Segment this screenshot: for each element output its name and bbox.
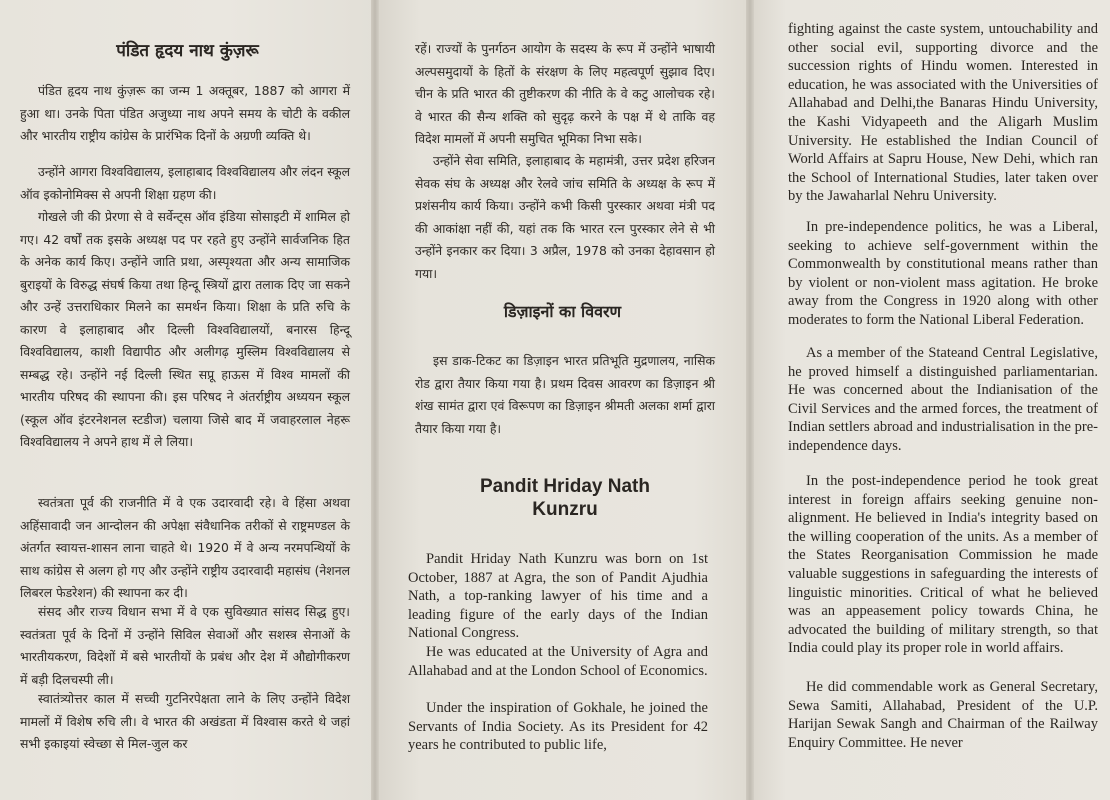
english-column-right (750, 0, 1110, 800)
hindi-paragraph-4: स्वतंत्रता पूर्व की राजनीति में वे एक उदारवादी रहे। वे हिंसा अथवा अहिंसावादी जन आन्दोलन की अपेक्षा संवैधानिक तरीकों से राष्ट्रमण्डल के अंतर्गत स्वायत्त-शासन लाना चाहते थे। 1920 में वे अन्य नरमपन्थियों के साथ कांग्रेस से अलग हो गए और उन्होंने राष्ट्रीय उदारवादी महासंघ (नेशनल लिबरल फेडरेशन) की स्थापना कर दी। (20, 495, 350, 600)
english-paragraph-8: He did commendable work as General Secretary, Sewa Samiti, Allahabad, President of the U.P. Harijan Sewak Sangh and Chairman of the Railway Enquiry Committee. He never (788, 679, 1098, 751)
page-fold-left (371, 0, 379, 800)
english-paragraph-2: He was educated at the University of Agra and Allahabad and at the London School of Economics. (408, 644, 708, 679)
hindi-paragraph-1: पंडित हृदय नाथ कुंज़रू का जन्म 1 अक्तूबर, 1887 को आगरा में हुआ था। उनके पिता पंडित अजुध्या नाथ अपने समय के चोटी के वकील और भारतीय राष्ट्रीय कांग्रेस के प्रारंभिक दिनों के अग्रणी व्यक्ति थे। (20, 83, 350, 143)
hindi-paragraph-7: रहें। राज्यों के पुनर्गठन आयोग के सदस्य के रूप में उन्होंने भाषायी अल्पसमुदायों के हितों के संरक्षण के लिए महत्वपूर्ण सुझाव दिए। चीन के प्रति भारत की तुष्टीकरण की नीति के वे कटु आलोचक रहे। वे भारत की सैन्य शक्ति को सुदृढ़ करने के पक्ष में थे ताकि वह विदेश मामलों में अपनी समुचित भूमिका निभा सके। (415, 41, 715, 146)
design-title: डिज़ाइनों का विवरण (503, 302, 622, 321)
english-title (415, 475, 715, 521)
english-paragraph-1: Pandit Hriday Nath Kunzru was born on 1st October, 1887 at Agra, the son of Pandit Ajudhia Nath, a top-ranking lawyer of his time and a leading figure of the early days of the Indian National Congress. (408, 551, 708, 641)
hindi-column-1 (0, 0, 375, 800)
english-paragraph-4: fighting against the caste system, untouchability and other social evil, supporting divorce and the succession rights of Hindu women. Interested in education, he was associated with the Universities of Allahabad and Delhi,the Banaras Hindu University, the Kashi Vidyapeeth and the Aligarh Muslim University. He established the Indian Council of World Affairs at Sapru House, New Dehi, which ran the School of International Studies, later taken over by the Jawaharlal Nehru University. (788, 21, 1098, 205)
english-paragraph-7: In the post-independence period he took great interest in foreign affairs seeking genuine non-alignment. He believed in India's integrity based on the willing cooperation of the units. As a member of the States Reorganisation Commission he made valuable suggestions in safeguarding the interests of linguistic minorities. Critical of what he believed was an appeasement policy towards China, he advocated the building of military strength, so that India could play its proper role in world affairs. (788, 473, 1098, 657)
hindi-title: पंडित हृदय नाथ कुंज़रू (116, 41, 259, 61)
hindi-paragraph-3: गोखले जी की प्रेरणा से वे सर्वेन्ट्स ऑव इंडिया सोसाइटी में शामिल हो गए। 42 वर्षों तक इसके अध्यक्ष पद पर रहते हुए उन्होंने सार्वजनिक हित के अनेक कार्य किए। उन्होंने जाति प्रथा, अस्पृश्यता और अन्य सामाजिक बुराइयों के विरुद्ध संघर्ष किया तथा हिन्दू स्त्रियों द्वारा तलाक दिए जा सकने और उन्हें उत्तराधिकार मिलने का समर्थन किया। शिक्षा के प्रति रुचि के कारण वे इलाहाबाद और दिल्ली विश्वविद्यालयों, बनारस हिन्दू विश्वविद्यालय, काशी विद्यापीठ और अलीगढ़ मुस्लिम विश्वविद्यालय से सम्बद्ध रहे। उन्होंने नई दिल्ली स्थित सप्रू हाऊस में विश्व मामलों की भारतीय परिषद की स्थापना की। इस परिषद ने अंतर्राष्ट्रीय अध्ययन स्कूल (स्कूल ऑव इंटरनेशनल स्टडीज) चलाया जिसे बाद में जवाहरलाल नेहरू विश्वविद्यालय ने अपने हाथ में ले लिया। (20, 209, 350, 449)
english-title-line-1: Pandit Hriday Nath (480, 476, 650, 497)
page-fold-right (746, 0, 754, 800)
english-title-line-2: Kunzru (532, 499, 598, 520)
hindi-paragraph-2: उन्होंने आगरा विश्वविद्यालय, इलाहाबाद विश्वविद्यालय और लंदन स्कूल ऑव इकोनोमिक्स से अपनी शिक्षा ग्रहण की। (20, 164, 350, 202)
english-paragraph-6: As a member of the Stateand Central Legislative, he proved himself a distinguished parliamentarian. He was concerned about the Indianisation of the Civil Services and the armed forces, the treatment of Indian settlers abroad and industrialisation in the pre-independence days. (788, 345, 1098, 454)
hindi-paragraph-6: स्वातंत्र्योत्तर काल में सच्ची गुटनिरपेक्षता लाने के लिए उन्होंने विदेश मामलों में विशेष रुचि ली। वे भारत की अखंडता में विश्वास करते थे जहां सभी इकाइयां स्वेच्छा से मिल-जुल कर (20, 691, 350, 751)
hindi-paragraph-8: उन्होंने सेवा समिति, इलाहाबाद के महामंत्री, उत्तर प्रदेश हरिजन सेवक संघ के अध्यक्ष और रेलवे जांच समिति के अध्यक्ष के रूप में प्रशंसनीय कार्य किया। उन्होंने कभी किसी पुरस्कार अथवा मंत्री पद की आकांक्षा नहीं की, यहां तक कि भारत रत्न पुरस्कार लेने से भी उन्होंने इनकार कर दिया। 3 अप्रैल, 1978 को उनका देहावसान हो गया। (415, 153, 715, 281)
english-paragraph-5: In pre-independence politics, he was a Liberal, seeking to achieve self-government within the Commonwealth by constitutional means rather than by violent or non-violent mass agitation. He broke away from the Congress in 1920 along with other moderates to form the National Liberal Federation. (788, 219, 1098, 328)
design-description: इस डाक-टिकट का डिज़ाइन भारत प्रतिभूति मुद्रणालय, नासिक रोड द्वारा तैयार किया गया है। प्रथम दिवस आवरण का डिज़ाइन श्री शंख सामंत द्वारा एवं विरूपण का डिज़ाइन श्रीमती अलका शर्मा द्वारा तैयार किया गया है। (415, 353, 715, 436)
english-paragraph-3: Under the inspiration of Gokhale, he joined the Servants of India Society. As its President for 42 years he contributed to public life, (408, 700, 708, 753)
center-column (375, 0, 750, 800)
hindi-paragraph-5: संसद और राज्य विधान सभा में वे एक सुविख्यात सांसद सिद्ध हुए। स्वतंत्रता पूर्व के दिनों में उन्होंने सिविल सेवाओं और सशस्त्र सेनाओं के भारतीयकरण, विदेशों में बसे भारतीयों के प्रबंध और देश में औद्योगीकरण में बड़ी दिलचस्पी ली। (20, 604, 350, 687)
